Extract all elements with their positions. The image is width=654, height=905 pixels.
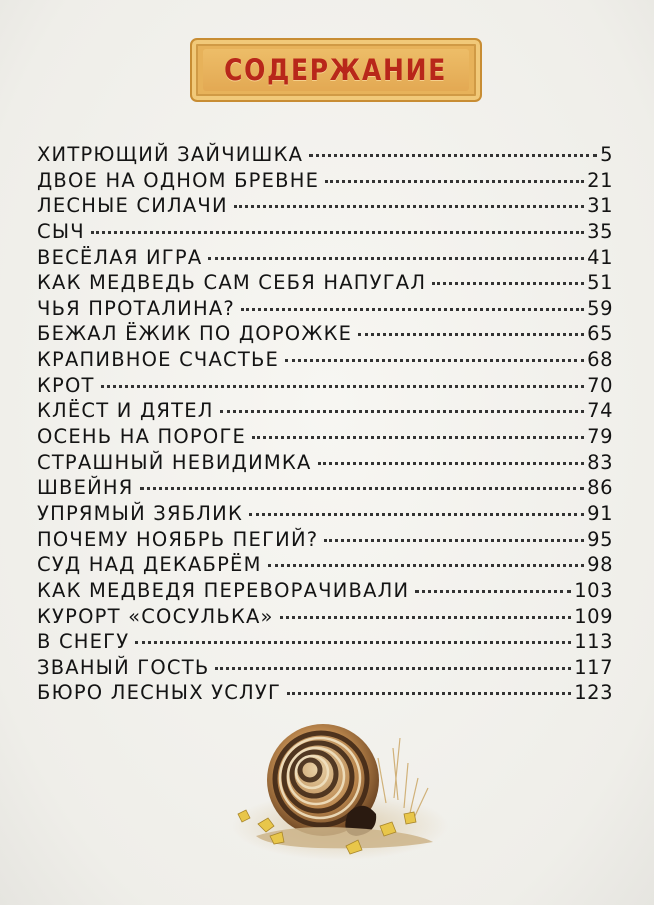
toc-dot-leader — [241, 308, 584, 311]
toc-dot-leader — [287, 692, 571, 695]
toc-entry-title: ШВЕЙНЯ — [37, 476, 134, 500]
toc-entry-page-number: 65 — [587, 322, 613, 346]
toc-dot-leader — [101, 385, 585, 388]
toc-entry-title: КРАПИВНОЕ СЧАСТЬЕ — [37, 348, 280, 372]
toc-entry — [37, 680, 613, 706]
toc-dot-leader — [252, 436, 584, 439]
toc-entry-title: СТРАШНЫЙ НЕВИДИМКА — [37, 450, 312, 474]
toc-dot-leader — [249, 513, 584, 516]
toc-entry — [37, 398, 613, 424]
toc-entry — [37, 168, 613, 194]
toc-dot-leader — [140, 487, 585, 490]
toc-entry-title: БЮРО ЛЕСНЫХ УСЛУГ — [37, 681, 282, 705]
toc-entry-title: КЛЁСТ И ДЯТЕЛ — [37, 399, 214, 423]
toc-entry-page-number: 68 — [587, 348, 613, 372]
toc-entry — [37, 245, 613, 271]
toc-entry-title: КАК МЕДВЕДЯ ПЕРЕВОРАЧИВАЛИ — [37, 578, 410, 602]
contents-heading-inner — [203, 49, 469, 91]
toc-entry — [37, 475, 613, 501]
toc-entry-title: ПОЧЕМУ НОЯБРЬ ПЕГИЙ? — [37, 527, 319, 551]
toc-entry — [37, 347, 613, 373]
toc-entry — [37, 655, 613, 681]
toc-dot-leader — [220, 410, 585, 413]
toc-entry-page-number: 31 — [587, 194, 613, 218]
toc-entry — [37, 578, 613, 604]
toc-entry-page-number: 83 — [587, 450, 613, 474]
toc-entry-page-number: 123 — [574, 681, 613, 705]
toc-entry-title: ОСЕНЬ НА ПОРОГЕ — [37, 425, 247, 449]
toc-entry-page-number: 41 — [587, 245, 613, 269]
toc-entry-title: КРОТ — [37, 373, 95, 397]
toc-entry — [37, 270, 613, 296]
toc-entry — [37, 219, 613, 245]
toc-entry-title: КУРОРТ «СОСУЛЬКА» — [37, 604, 274, 628]
toc-entry-page-number: 95 — [587, 527, 613, 551]
toc-entry-page-number: 79 — [587, 425, 613, 449]
toc-entry-title: ЗВАНЫЙ ГОСТЬ — [37, 655, 210, 679]
toc-entry — [37, 501, 613, 527]
toc-entry-page-number: 98 — [587, 553, 613, 577]
toc-entry — [37, 373, 613, 399]
toc-entry-page-number: 59 — [587, 296, 613, 320]
toc-entry-page-number: 109 — [574, 604, 613, 628]
toc-entry — [37, 629, 613, 655]
toc-entry — [37, 321, 613, 347]
toc-entry-page-number: 21 — [587, 168, 613, 192]
table-of-contents — [37, 142, 613, 706]
toc-entry-title: ЛЕСНЫЕ СИЛАЧИ — [37, 194, 228, 218]
toc-dot-leader — [358, 333, 584, 336]
toc-entry-page-number: 51 — [587, 271, 613, 295]
toc-entry-title: ЧЬЯ ПРОТАЛИНА? — [37, 296, 235, 320]
toc-entry — [37, 142, 613, 168]
toc-dot-leader — [324, 539, 584, 542]
toc-dot-leader — [91, 231, 584, 234]
toc-dot-leader — [208, 257, 584, 260]
toc-entry — [37, 604, 613, 630]
snail-illustration — [228, 718, 448, 868]
toc-entry-title: ВЕСЁЛАЯ ИГРА — [37, 245, 203, 269]
toc-entry-title: В СНЕГУ — [37, 630, 130, 654]
toc-entry-title: СЫЧ — [37, 219, 85, 243]
toc-dot-leader — [268, 564, 585, 567]
toc-dot-leader — [285, 359, 584, 362]
toc-dot-leader — [309, 154, 597, 157]
toc-entry-page-number: 35 — [587, 219, 613, 243]
toc-entry — [37, 450, 613, 476]
toc-entry-title: ДВОЕ НА ОДНОМ БРЕВНЕ — [37, 168, 320, 192]
toc-entry-page-number: 86 — [587, 476, 613, 500]
toc-entry — [37, 424, 613, 450]
toc-dot-leader — [280, 616, 572, 619]
toc-entry — [37, 527, 613, 553]
toc-entry — [37, 193, 613, 219]
toc-dot-leader — [415, 590, 571, 593]
toc-dot-leader — [215, 667, 571, 670]
toc-entry-page-number: 74 — [587, 399, 613, 423]
toc-entry-page-number: 70 — [587, 373, 613, 397]
toc-entry-title: БЕЖАЛ ЁЖИК ПО ДОРОЖКЕ — [37, 322, 353, 346]
toc-entry-page-number: 113 — [574, 630, 613, 654]
toc-entry — [37, 296, 613, 322]
toc-dot-leader — [325, 180, 584, 183]
toc-entry-page-number: 103 — [574, 578, 613, 602]
toc-entry-page-number: 91 — [587, 501, 613, 525]
toc-dot-leader — [318, 462, 585, 465]
toc-entry-title: ХИТРЮЩИЙ ЗАЙЧИШКА — [37, 143, 304, 166]
toc-entry-page-number: 5 — [600, 143, 613, 166]
toc-dot-leader — [432, 282, 584, 285]
toc-entry-title: СУД НАД ДЕКАБРЁМ — [37, 553, 262, 577]
contents-heading-plate — [190, 38, 482, 102]
contents-heading: СОДЕРЖАНИЕ — [224, 53, 448, 87]
toc-entry-title: УПРЯМЫЙ ЗЯБЛИК — [37, 501, 243, 525]
toc-entry — [37, 552, 613, 578]
toc-entry-title: КАК МЕДВЕДЬ САМ СЕБЯ НАПУГАЛ — [37, 271, 427, 295]
toc-dot-leader — [135, 641, 571, 644]
toc-entry-page-number: 117 — [574, 655, 613, 679]
toc-dot-leader — [234, 205, 584, 208]
